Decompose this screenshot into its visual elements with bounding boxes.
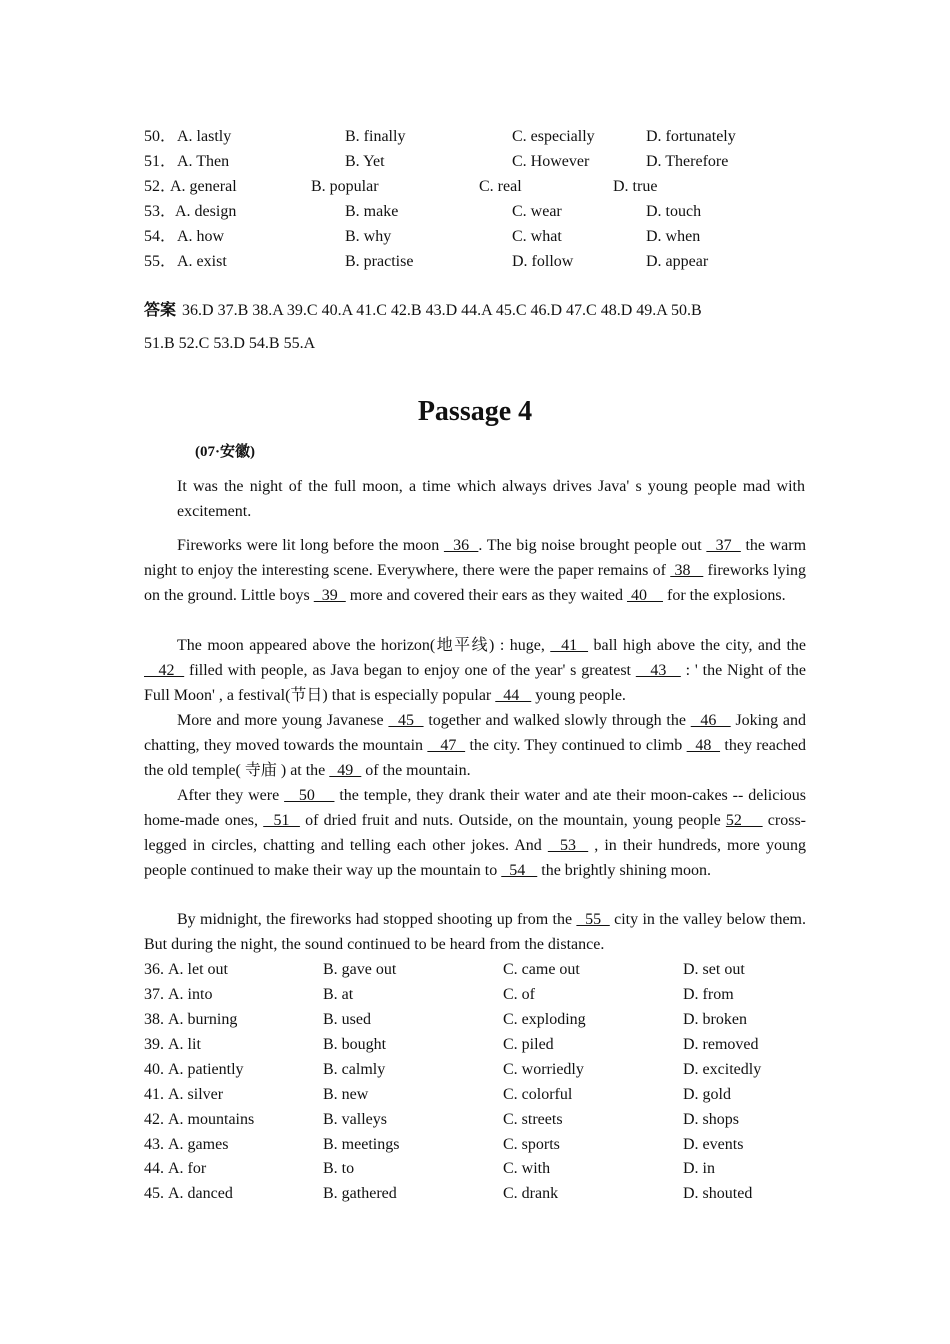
blank-41: 41 <box>550 637 589 654</box>
text: young people. <box>531 687 626 704</box>
text: filled with people, as Java began to enjoy one of the year' s greatest <box>184 662 636 679</box>
option-row <box>0 982 950 1007</box>
option-b: B. gave out <box>323 961 397 978</box>
option-b: B. make <box>345 203 399 220</box>
option-number: 36. <box>144 961 164 978</box>
passage-title: Passage 4 <box>417 396 533 427</box>
passage-source: (07·安徽) <box>195 444 255 460</box>
text: . The big noise brought people out <box>478 537 707 554</box>
text: : ' the Night of the Full Moon' , a festival(节日) that is especially popular <box>144 662 807 704</box>
option-d: D. in <box>683 1160 715 1177</box>
blank-54: 54 <box>501 862 538 879</box>
option-row <box>0 149 950 174</box>
blank-43: 43 <box>635 662 681 679</box>
option-b: B. Yet <box>345 153 385 170</box>
option-a: A. general <box>170 178 237 195</box>
option-c: C. However <box>512 153 590 170</box>
blank-55: 55 <box>576 911 610 928</box>
blank-37: 37 <box>706 537 741 554</box>
option-a: A. mountains <box>168 1111 255 1128</box>
option-c: C. wear <box>512 203 562 220</box>
option-d: D. removed <box>683 1036 759 1053</box>
option-d: D. Therefore <box>646 153 729 170</box>
option-a: A. Then <box>177 153 230 170</box>
blank-39: 39 <box>313 587 346 604</box>
paragraph <box>144 633 806 708</box>
blank-48: 48 <box>686 737 721 754</box>
option-row <box>0 1057 950 1082</box>
blank-53: 53 <box>547 837 589 854</box>
text: they reached the old temple( 寺庙 ) at the <box>144 737 807 779</box>
option-a: A. exist <box>177 253 227 270</box>
answer-key-continued <box>144 335 315 353</box>
option-b: B. used <box>323 1011 371 1028</box>
option-b: B. why <box>345 228 392 245</box>
option-row <box>0 1132 950 1157</box>
text: of dried fruit and nuts. Outside, on the mountain, young people <box>299 812 726 829</box>
option-b: B. calmly <box>323 1061 386 1078</box>
option-a: A. into <box>168 986 213 1003</box>
text: more and covered their ears as they waited <box>345 587 627 604</box>
option-c: C. sports <box>503 1136 560 1153</box>
blank-52: 52 <box>725 812 763 829</box>
option-row <box>0 1181 950 1206</box>
option-c: D. follow <box>512 253 574 270</box>
answer-label: 答案 <box>144 302 177 319</box>
text: together and walked slowly through the <box>423 712 691 729</box>
paragraph <box>144 533 806 608</box>
option-c: C. streets <box>503 1111 563 1128</box>
option-d: D. shops <box>683 1111 740 1128</box>
text: More and more young Javanese <box>177 712 389 729</box>
option-number: 41. <box>144 1086 164 1103</box>
option-row <box>0 1082 950 1107</box>
option-d: D. excitedly <box>683 1061 762 1078</box>
text: the city. They continued to climb <box>465 737 687 754</box>
text: ball high above the city, and the <box>588 637 806 654</box>
option-number: 40. <box>144 1061 164 1078</box>
option-row <box>0 1032 950 1057</box>
option-number: 39. <box>144 1036 164 1053</box>
option-number: 38. <box>144 1011 164 1028</box>
option-c: C. colorful <box>503 1086 573 1103</box>
option-number: 43. <box>144 1136 164 1153</box>
option-b: B. practise <box>345 253 414 270</box>
option-d: D. appear <box>646 253 709 270</box>
answer-line: 51.B 52.C 53.D 54.B 55.A <box>144 335 316 352</box>
blank-40: 40 <box>626 587 663 604</box>
option-b: B. valleys <box>323 1111 387 1128</box>
option-a: A. danced <box>168 1185 233 1202</box>
text: fireworks lying on the ground. Little boys <box>144 562 807 604</box>
blank-38: 38 <box>670 562 704 579</box>
option-number: 42. <box>144 1111 164 1128</box>
option-number: 55． <box>144 253 177 270</box>
option-a: A. design <box>175 203 237 220</box>
option-a: A. patiently <box>168 1061 244 1078</box>
option-b: B. new <box>323 1086 369 1103</box>
option-a: A. for <box>168 1160 207 1177</box>
text: the warm night to enjoy the interesting scene. Everywhere, there were the paper remains of <box>144 537 807 579</box>
option-row <box>0 124 950 149</box>
blank-50: 50 <box>284 787 335 804</box>
option-c: C. of <box>503 986 535 1003</box>
text: Fireworks were lit long before the moon <box>177 537 444 554</box>
blank-44: 44 <box>495 687 532 704</box>
option-number: 54． <box>144 228 177 245</box>
option-c: C. exploding <box>503 1011 586 1028</box>
option-d: D. true <box>613 178 658 195</box>
option-a: A. lit <box>168 1036 201 1053</box>
text: By midnight, the fireworks had stopped shooting up from the <box>177 911 577 928</box>
paragraph <box>144 783 806 883</box>
option-c: C. drank <box>503 1185 559 1202</box>
option-a: A. how <box>177 228 225 245</box>
option-c: C. with <box>503 1160 551 1177</box>
text: for the explosions. <box>662 587 786 604</box>
option-a: A. games <box>168 1136 229 1153</box>
option-c: C. piled <box>503 1036 554 1053</box>
option-number: 52． <box>144 178 177 195</box>
option-b: B. meetings <box>323 1136 400 1153</box>
option-b: B. finally <box>345 128 406 145</box>
blank-51: 51 <box>263 812 300 829</box>
paragraph <box>144 907 806 957</box>
blank-45: 45 <box>388 712 424 729</box>
option-c: C. what <box>512 228 562 245</box>
paragraph: It was the night of the full moon, a time which always drives Java' s young people mad with excitement. <box>177 478 805 520</box>
option-d: D. gold <box>683 1086 731 1103</box>
option-row <box>0 1007 950 1032</box>
text: The moon appeared above the horizon(地平线) : huge, <box>177 637 551 654</box>
option-row <box>0 1107 950 1132</box>
text: Joking and chatting, they moved towards the mountain <box>144 712 807 754</box>
option-row <box>0 249 950 274</box>
option-row <box>0 199 950 224</box>
blank-42: 42 <box>144 662 185 679</box>
option-b: B. bought <box>323 1036 387 1053</box>
option-c: C. real <box>479 178 522 195</box>
option-b: B. popular <box>311 178 379 195</box>
option-d: D. events <box>683 1136 744 1153</box>
option-d: D. shouted <box>683 1185 753 1202</box>
option-c: C. especially <box>512 128 595 145</box>
blank-46: 46 <box>690 712 731 729</box>
text: the temple, they drank their water and ate their moon-cakes -- delicious home-made ones, <box>144 787 807 829</box>
option-a: A. let out <box>168 961 228 978</box>
blank-49: 49 <box>329 762 362 779</box>
text: After they were <box>177 787 285 804</box>
option-b: B. to <box>323 1160 355 1177</box>
answer-key <box>144 297 702 320</box>
option-b: B. gathered <box>323 1185 397 1202</box>
text: the brightly shining moon. <box>537 862 712 879</box>
option-c: C. worriedly <box>503 1061 584 1078</box>
text: , in their hundreds, more young people continued to make their way up the mountain to <box>144 837 806 879</box>
option-number: 51． <box>144 153 177 170</box>
blank-47: 47 <box>427 737 466 754</box>
option-d: D. when <box>646 228 701 245</box>
option-number: 45. <box>144 1185 164 1202</box>
option-c: C. came out <box>503 961 580 978</box>
option-d: D. from <box>683 986 734 1003</box>
option-number: 37. <box>144 986 164 1003</box>
text: city in the valley below them. But during the night, the sound continued to be heard from the distance. <box>144 911 806 953</box>
option-a: A. burning <box>168 1011 238 1028</box>
blank-36: 36 <box>443 537 479 554</box>
option-row <box>0 174 950 199</box>
option-b: B. at <box>323 986 354 1003</box>
text: cross-legged in circles, chatting and telling each other jokes. And <box>144 812 807 854</box>
option-row <box>0 224 950 249</box>
option-number: 50． <box>144 128 177 145</box>
option-number: 44. <box>144 1160 164 1177</box>
option-d: D. broken <box>683 1011 747 1028</box>
option-a: A. silver <box>168 1086 224 1103</box>
option-row <box>0 1156 950 1181</box>
option-a: A. lastly <box>177 128 232 145</box>
paragraph <box>144 708 806 783</box>
option-d: D. fortunately <box>646 128 736 145</box>
answer-line: 36.D 37.B 38.A 39.C 40.A 41.C 42.B 43.D 44.A 45.C 46.D 47.C 48.D 49.A 50.B <box>182 302 702 319</box>
option-d: D. set out <box>683 961 745 978</box>
option-d: D. touch <box>646 203 702 220</box>
option-row <box>0 957 950 982</box>
text: of the mountain. <box>361 762 471 779</box>
option-number: 53． <box>144 203 177 220</box>
